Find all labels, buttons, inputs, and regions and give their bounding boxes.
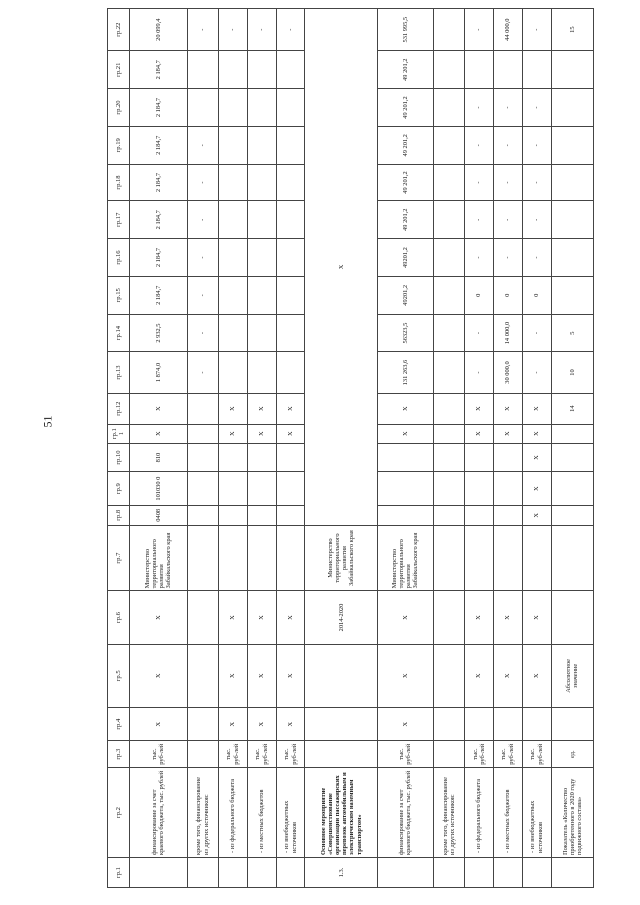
table-cell	[433, 424, 464, 443]
table-cell	[377, 472, 433, 505]
table-cell: -	[493, 201, 522, 239]
table-cell	[305, 708, 377, 741]
table-cell: X	[129, 591, 187, 644]
table-cell	[493, 443, 522, 472]
table-cell: -	[493, 89, 522, 127]
table-cell: X	[493, 393, 522, 424]
table-cell	[433, 314, 464, 352]
table-cell: 14	[551, 393, 593, 424]
table-cell	[551, 591, 593, 644]
table-cell	[276, 472, 305, 505]
column-header: гр.20	[108, 89, 130, 127]
table-cell	[464, 51, 493, 89]
table-cell	[433, 644, 464, 707]
table-cell: X	[247, 644, 276, 707]
table-cell	[187, 525, 218, 591]
table-cell: 10	[551, 352, 593, 393]
table-cell	[551, 201, 593, 239]
table-cell: тыс. руб-лей	[377, 741, 433, 768]
table-cell	[247, 505, 276, 525]
table-cell: X	[377, 708, 433, 741]
table-cell	[218, 352, 247, 393]
table-cell: -	[276, 9, 305, 51]
table-cell	[276, 858, 305, 888]
table-cell	[276, 352, 305, 393]
table-cell: -	[187, 352, 218, 393]
table-cell	[433, 164, 464, 201]
table-cell: тыс. руб-лей	[464, 741, 493, 768]
table-cell	[464, 525, 493, 591]
table-cell: -	[522, 126, 551, 164]
table-cell: -	[218, 9, 247, 51]
table-cell	[433, 126, 464, 164]
table-cell: 0	[464, 276, 493, 314]
table-cell	[433, 708, 464, 741]
table-cell	[218, 201, 247, 239]
table-cell: 810	[129, 443, 187, 472]
table-cell	[551, 443, 593, 472]
table-cell: Основное мероприятие «Совершенствование организации пассажирских перевозок автомобильным и электрическим наземным транспортом»	[305, 768, 377, 858]
table-cell: -	[522, 89, 551, 127]
table-cell: кроме того, финансирование из других источников:	[433, 768, 464, 858]
table-cell: -	[247, 9, 276, 51]
table-cell	[522, 525, 551, 591]
table-cell: -	[187, 164, 218, 201]
table-cell: финансирование за счет краевого бюджета, тыс. рублей	[377, 768, 433, 858]
column-header: гр.13	[108, 352, 130, 393]
table-cell	[305, 644, 377, 707]
column-header: гр.12	[108, 393, 130, 424]
table-cell	[247, 443, 276, 472]
table-cell: X	[247, 708, 276, 741]
table-cell	[276, 276, 305, 314]
table-cell: X	[218, 393, 247, 424]
column-header: гр.16	[108, 239, 130, 277]
table-cell	[493, 472, 522, 505]
column-header: гр.8	[108, 505, 130, 525]
table-cell: тыс. руб-лей	[218, 741, 247, 768]
table-cell: X	[522, 591, 551, 644]
table-cell: 20 099,4	[129, 9, 187, 51]
table-cell	[247, 126, 276, 164]
table-cell	[247, 352, 276, 393]
table-cell: 49 201,2	[377, 51, 433, 89]
table-cell	[464, 443, 493, 472]
table-cell	[187, 591, 218, 644]
table-body	[108, 9, 594, 888]
table-cell	[551, 858, 593, 888]
table-cell	[377, 505, 433, 525]
table-cell: ед.	[551, 741, 593, 768]
table-cell	[493, 708, 522, 741]
table-cell	[218, 164, 247, 201]
table-cell	[433, 51, 464, 89]
table-cell	[551, 424, 593, 443]
table-cell: 2 184,7	[129, 164, 187, 201]
table-cell: X	[276, 708, 305, 741]
table-cell	[433, 443, 464, 472]
table-cell: Министерство территориального развития Забайкальского края	[377, 525, 433, 591]
table-cell: 1.3.	[305, 858, 377, 888]
table-cell	[551, 472, 593, 505]
column-header: гр.6	[108, 591, 130, 644]
column-header: гр.18	[108, 164, 130, 201]
table-cell: X	[522, 472, 551, 505]
table-cell	[187, 505, 218, 525]
table-cell	[218, 472, 247, 505]
table-cell: тыс. руб-лей	[493, 741, 522, 768]
table-cell	[247, 164, 276, 201]
table-row	[276, 9, 305, 888]
table-cell: 49 201,2	[377, 201, 433, 239]
table-cell: X	[464, 591, 493, 644]
table-cell: Показатель «Количество приобретенного в 2020 году подвижного состава»	[551, 768, 593, 858]
table-cell: тыс. руб-лей	[247, 741, 276, 768]
program-table	[107, 8, 594, 888]
column-header: гр.3	[108, 741, 130, 768]
table-cell: X	[276, 393, 305, 424]
table-cell: -	[493, 164, 522, 201]
table-cell: 44 000,0	[493, 9, 522, 51]
table-cell	[218, 525, 247, 591]
column-header: гр.19	[108, 126, 130, 164]
table-cell	[187, 89, 218, 127]
table-cell: -	[187, 9, 218, 51]
table-cell	[522, 858, 551, 888]
table-cell: 2 184,7	[129, 51, 187, 89]
table-cell	[187, 858, 218, 888]
table-cell	[551, 126, 593, 164]
table-cell	[433, 472, 464, 505]
table-cell: X	[218, 591, 247, 644]
table-cell: 30 000,0	[493, 352, 522, 393]
column-header: гр.1	[108, 858, 130, 888]
table-cell	[218, 505, 247, 525]
column-header: гр.21	[108, 51, 130, 89]
table-cell	[218, 126, 247, 164]
table-cell: 131 263,6	[377, 352, 433, 393]
table-row	[218, 9, 247, 888]
table-cell	[276, 239, 305, 277]
table-row	[433, 9, 464, 888]
table-cell	[247, 51, 276, 89]
table-cell: 2 184,7	[129, 89, 187, 127]
column-header: гр.17	[108, 201, 130, 239]
table-cell: X	[129, 644, 187, 707]
table-cell	[433, 858, 464, 888]
table-cell	[218, 443, 247, 472]
table-cell	[276, 201, 305, 239]
table-cell	[187, 443, 218, 472]
table-cell: 2 184,7	[129, 126, 187, 164]
table-cell: X	[522, 505, 551, 525]
table-cell: 2 184,7	[129, 239, 187, 277]
rotated-table-container	[107, 8, 594, 888]
table-cell	[276, 525, 305, 591]
table-cell: - из местных бюджетов	[493, 768, 522, 858]
table-cell: -	[522, 201, 551, 239]
table-cell: X	[522, 393, 551, 424]
table-cell: 2014-2020	[305, 591, 377, 644]
table-cell	[276, 314, 305, 352]
table-cell	[433, 505, 464, 525]
table-cell: - из внебюджетных источников	[276, 768, 305, 858]
table-cell: X	[276, 591, 305, 644]
table-cell: 2 184,7	[129, 201, 187, 239]
table-cell: 101030 0	[129, 472, 187, 505]
table-cell: X	[522, 443, 551, 472]
table-cell: X	[493, 644, 522, 707]
table-cell: 531 995,5	[377, 9, 433, 51]
table-cell: -	[464, 9, 493, 51]
table-cell: - из федерального бюджета	[218, 768, 247, 858]
table-cell	[187, 644, 218, 707]
table-cell	[433, 741, 464, 768]
table-cell: 49201,2	[377, 276, 433, 314]
table-cell: -	[493, 239, 522, 277]
table-cell	[187, 472, 218, 505]
table-cell: X	[464, 424, 493, 443]
table-cell	[551, 164, 593, 201]
header-row	[108, 9, 130, 888]
table-cell: 0	[522, 276, 551, 314]
table-cell	[493, 51, 522, 89]
table-cell: тыс. руб-лей	[522, 741, 551, 768]
table-cell: 49201,2	[377, 239, 433, 277]
column-header: гр.5	[108, 644, 130, 707]
table-cell	[433, 89, 464, 127]
column-header: гр.22	[108, 9, 130, 51]
table-cell: -	[464, 314, 493, 352]
table-cell	[551, 51, 593, 89]
table-cell	[464, 858, 493, 888]
table-cell: X	[276, 424, 305, 443]
table-cell	[433, 9, 464, 51]
table-cell	[551, 505, 593, 525]
table-row	[129, 9, 187, 888]
table-cell	[218, 51, 247, 89]
table-cell: X	[522, 644, 551, 707]
table-cell	[433, 276, 464, 314]
table-row	[522, 9, 551, 888]
table-cell: - из местных бюджетов	[247, 768, 276, 858]
table-cell: -	[187, 239, 218, 277]
table-cell	[247, 525, 276, 591]
table-cell	[218, 89, 247, 127]
table-cell	[493, 525, 522, 591]
table-cell: -	[187, 126, 218, 164]
table-cell	[464, 505, 493, 525]
table-cell: финансирование за счет краевого бюджета, тыс. рублей	[129, 768, 187, 858]
table-cell: 2 932,5	[129, 314, 187, 352]
table-cell	[493, 858, 522, 888]
table-cell: - из внебюджетных источников	[522, 768, 551, 858]
table-cell	[187, 424, 218, 443]
table-cell	[551, 239, 593, 277]
table-row	[464, 9, 493, 888]
table-cell: X	[493, 591, 522, 644]
table-cell: X	[377, 591, 433, 644]
table-cell	[218, 314, 247, 352]
table-cell: -	[464, 89, 493, 127]
table-cell: X	[247, 424, 276, 443]
table-cell: -	[522, 239, 551, 277]
column-header: гр.11	[108, 424, 130, 443]
table-cell	[276, 443, 305, 472]
table-cell	[187, 51, 218, 89]
table-row	[551, 9, 593, 888]
table-cell	[276, 89, 305, 127]
table-cell	[433, 352, 464, 393]
table-cell	[129, 858, 187, 888]
table-cell: X	[493, 424, 522, 443]
table-cell	[464, 472, 493, 505]
column-header: гр.10	[108, 443, 130, 472]
table-cell	[218, 276, 247, 314]
table-cell: -	[464, 164, 493, 201]
table-cell: 15	[551, 9, 593, 51]
table-row	[247, 9, 276, 888]
column-header: гр.4	[108, 708, 130, 741]
table-cell	[276, 164, 305, 201]
table-cell	[522, 708, 551, 741]
table-row	[187, 9, 218, 888]
table-cell: X	[377, 393, 433, 424]
table-cell	[247, 472, 276, 505]
table-cell	[247, 314, 276, 352]
table-cell	[551, 708, 593, 741]
column-header: гр.7	[108, 525, 130, 591]
table-cell: X	[276, 644, 305, 707]
table-cell: 1 874,0	[129, 352, 187, 393]
table-cell: тыс. руб-лей	[129, 741, 187, 768]
table-cell: -	[522, 9, 551, 51]
table-cell: -	[464, 201, 493, 239]
table-cell: X	[129, 708, 187, 741]
table-cell	[433, 393, 464, 424]
table-cell	[247, 89, 276, 127]
table-cell	[433, 525, 464, 591]
table-cell: X	[464, 393, 493, 424]
table-cell	[187, 708, 218, 741]
table-cell	[433, 201, 464, 239]
page-number: 51	[40, 415, 55, 428]
table-cell: кроме того, финансирование из других источников:	[187, 768, 218, 858]
table-cell: X	[218, 644, 247, 707]
table-cell: тыс. руб-лей	[276, 741, 305, 768]
table-cell: 0408	[129, 505, 187, 525]
table-cell: -	[187, 314, 218, 352]
table-cell: X	[377, 424, 433, 443]
table-cell: -	[522, 314, 551, 352]
table-cell: 49 201,2	[377, 89, 433, 127]
table-cell: -	[464, 352, 493, 393]
table-cell: X	[522, 424, 551, 443]
table-cell: X	[464, 644, 493, 707]
table-cell	[377, 858, 433, 888]
table-cell: Министерство территориального развития Забайкальского края	[305, 525, 377, 591]
table-cell	[551, 276, 593, 314]
table-cell	[218, 858, 247, 888]
table-cell: 14 000,0	[493, 314, 522, 352]
table-cell	[218, 239, 247, 277]
table-cell: X	[218, 424, 247, 443]
table-cell	[247, 276, 276, 314]
table-cell	[247, 858, 276, 888]
table-cell: 56323,5	[377, 314, 433, 352]
table-cell: X	[247, 591, 276, 644]
table-cell: Министерство территориального развития Забайкальского края	[129, 525, 187, 591]
table-cell-merged: X	[305, 9, 377, 526]
table-cell: 0	[493, 276, 522, 314]
table-cell	[187, 393, 218, 424]
table-cell	[551, 525, 593, 591]
table-row	[305, 9, 377, 888]
table-row	[493, 9, 522, 888]
table-cell: 49 201,2	[377, 126, 433, 164]
table-cell: X	[218, 708, 247, 741]
table-cell	[276, 505, 305, 525]
table-cell	[187, 741, 218, 768]
table-cell	[551, 89, 593, 127]
table-cell	[433, 591, 464, 644]
table-cell: 49 201,2	[377, 164, 433, 201]
table-cell	[522, 51, 551, 89]
table-cell: Абсолютное значение	[551, 644, 593, 707]
table-cell: -	[522, 352, 551, 393]
table-cell: 5	[551, 314, 593, 352]
table-cell	[247, 201, 276, 239]
table-cell	[377, 443, 433, 472]
column-header: гр.9	[108, 472, 130, 505]
column-header: гр.2	[108, 768, 130, 858]
column-header: гр.14	[108, 314, 130, 352]
column-header: гр.15	[108, 276, 130, 314]
table-cell: -	[187, 201, 218, 239]
table-cell: -	[187, 276, 218, 314]
table-cell: -	[493, 126, 522, 164]
table-cell	[305, 741, 377, 768]
table-cell: X	[129, 424, 187, 443]
table-cell: X	[377, 644, 433, 707]
table-cell: X	[247, 393, 276, 424]
table-cell: -	[464, 126, 493, 164]
table-cell: 2 184,7	[129, 276, 187, 314]
table-cell	[276, 126, 305, 164]
table-cell	[493, 505, 522, 525]
table-row	[377, 9, 433, 888]
table-cell	[464, 708, 493, 741]
table-cell	[433, 239, 464, 277]
table-cell: -	[522, 164, 551, 201]
table-cell: X	[129, 393, 187, 424]
table-cell	[276, 51, 305, 89]
table-cell	[247, 239, 276, 277]
table-cell: -	[464, 239, 493, 277]
table-cell: - из федерального бюджета	[464, 768, 493, 858]
